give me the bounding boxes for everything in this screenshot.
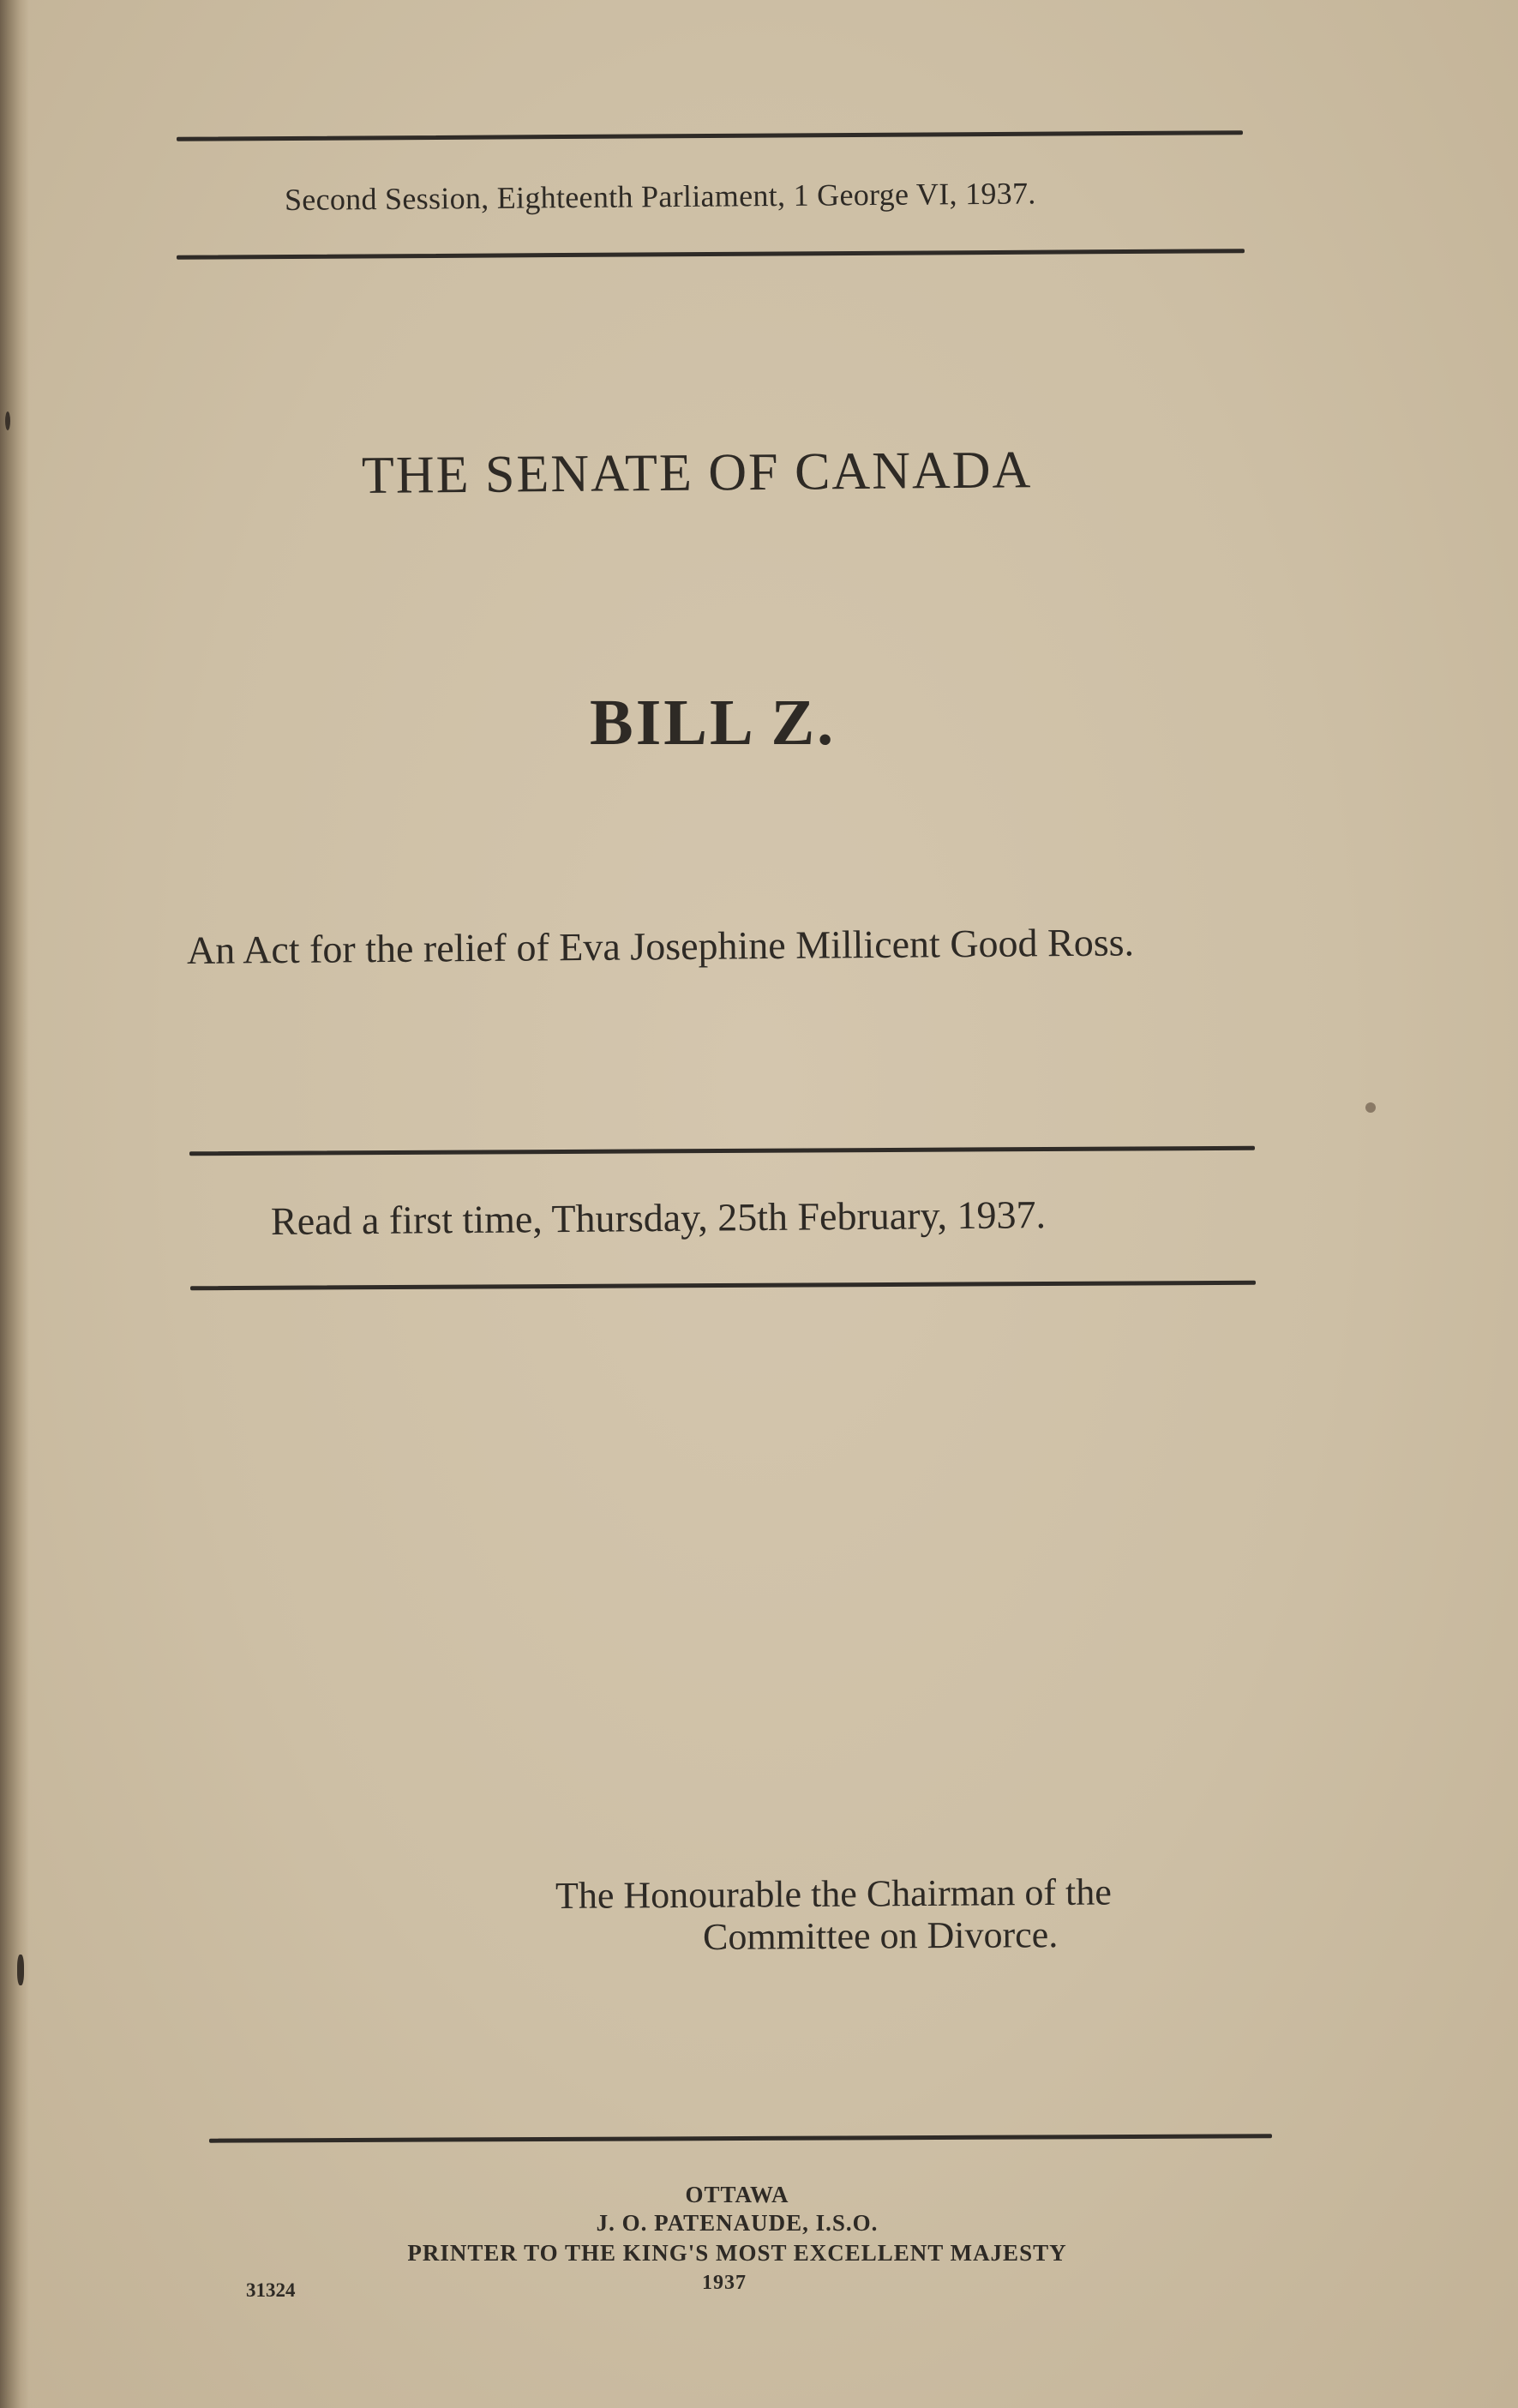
bill-title: BILL Z. (590, 687, 837, 759)
paper-spot (1365, 1102, 1376, 1113)
header-top-rule (177, 130, 1243, 141)
reading-bottom-rule (190, 1281, 1256, 1291)
imprint-year: 1937 (702, 2272, 747, 2294)
session-line: Second Session, Eighteenth Parliament, 1 George VI, 1937. (284, 176, 1036, 217)
paper-spot (5, 411, 10, 430)
sponsor-line-2: Committee on Divorce. (702, 1913, 1059, 1958)
print-code: 31324 (246, 2279, 296, 2301)
imprint-printer: J. O. PATENAUDE, I.S.O. (596, 2210, 879, 2236)
header-bottom-rule (177, 249, 1245, 260)
imprint-rule (209, 2134, 1272, 2142)
first-reading-line: Read a first time, Thursday, 25th February, 1937. (270, 1192, 1047, 1243)
senate-title: THE SENATE OF CANADA (361, 441, 1033, 505)
act-description: An Act for the relief of Eva Josephine Millicent Good Ross. (186, 920, 1135, 972)
imprint-printer-title: PRINTER TO THE KING'S MOST EXCELLENT MAJESTY (407, 2240, 1067, 2266)
page-binding-edge (0, 0, 29, 2408)
imprint-city: OTTAWA (685, 2182, 789, 2207)
reading-top-rule (189, 1146, 1255, 1156)
sponsor-line-1: The Honourable the Chairman of the (555, 1871, 1112, 1917)
paper-spot (17, 1955, 24, 1985)
